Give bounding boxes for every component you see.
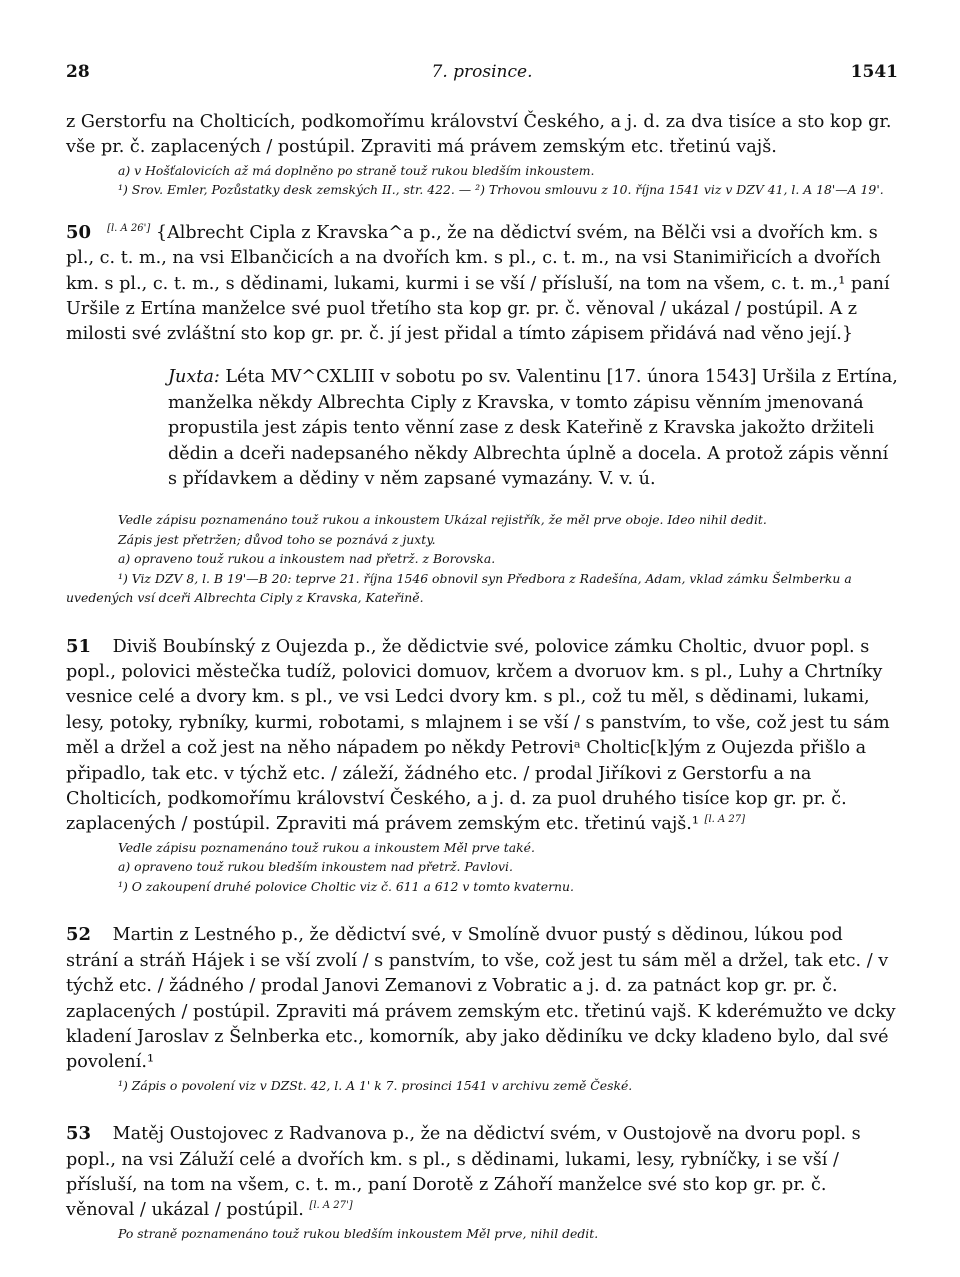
folio-ref: [l. A 26'] — [107, 222, 151, 234]
entry-52 — [66, 922, 898, 1075]
entry-53 — [66, 1121, 898, 1224]
page-number: 28 — [66, 62, 90, 82]
entry-50-note-a: a) opraveno touž rukou a inkoustem nad přetrž. z Borovska. — [118, 551, 496, 567]
juxta-text: Léta MV^CXLIII v sobotu po sv. Valentinu [17. února 1543] Uršila z Ertína, manželka někdy Albrechta Ciply z Kravska, v tomto zápisu věnním jmenovaná propustila jest zápis tento věnní zase z desk Kateřině z Kravska jakožto držiteli dědin a dceři nadepsaného někdy Albrechta úplně a docela. A protož zápis věnní s přídavkem a dědiny v něm zapsané vymazány. V. v. ú. — [168, 367, 898, 490]
running-year: 1541 — [850, 62, 898, 82]
entry-51-note-1: Vedle zápisu poznamenáno touž rukou a inkoustem Měl prve také. — [118, 839, 535, 855]
juxta-label: Juxta: — [168, 367, 220, 388]
folio-ref: [l. A 27'] — [309, 1200, 353, 1212]
entry-number: 53 — [66, 1123, 92, 1145]
entry-53-note-1: Po straně poznamenáno touž rukou bledším inkoustem Měl prve, nihil dedit. — [118, 1225, 599, 1241]
entry-51 — [66, 634, 898, 838]
entry-number: 52 — [66, 924, 92, 946]
entry-52-footnote: ¹) Zápis o povolení viz v DZSt. 42, l. A 1' k 7. prosinci 1541 v archivu země České. — [118, 1077, 633, 1093]
entry-50-note-2: Zápis jest přetržen; důvod toho se poznává z juxty. — [118, 531, 436, 547]
entry-51-note-a: a) opraveno touž rukou bledším inkoustem nad přetrž. Pavlovi. — [118, 859, 513, 875]
entry-50-footnote: ¹) Viz DZV 8, l. B 19'—B 20: teprve 21. října 1546 obnovil syn Předbora z Radešína, Adam, vklad zámku Šelmberku a uvedených vsí dceři Albrechta Ciply z Kravska, Kateřině. — [66, 570, 852, 606]
entry-53-text: Matěj Oustojovec z Radvanova p., že na dědictví svém, v Oustojově na dvoru popl. s popl., na vsi Záluží celé a dvořích km. s pl., s dědinami, lukami, lesy, rybníčky, i se vší / přísluší, na tom na všem, c. t. m., paní Dorotě z Záhoří manželce své sto kop gr. pr. č. věnoval / ukázal / postúpil. — [66, 1124, 861, 1221]
entry-number: 51 — [66, 635, 92, 657]
entry-51-text: Diviš Boubínský z Oujezda p., že dědictvie své, polovice zámku Choltic, dvuor popl. s popl., polovici městečka tudíž, polovici domuov, krčem a dvoruov km. s pl., Luhy a Chrtníky vesnice celé a dvory km. s pl., ve vsi Ledci dvory km. s pl., což tu měl, s dědinami, lukami, lesy, potoky, rybníky, kurmi, robotami, s mlajnem i se vší / s panstvím, to vše, což jest tu sám měl a držel a což jest na něho nápadem po někdy Petroviᵃ Choltic[k]ým z Oujezda přišlo a připadlo, tak etc. v týchž etc. / záleží, žádného etc. / prodal Jiříkovi z Gerstorfu a na Cholticích, podkomořímu království Českého, a j. d. za puol druhého tisíce kop gr. pr. č. zaplacených / postúpil. Zpraviti má právem zemským etc. třetinú vajš.¹ — [66, 636, 890, 835]
folio-ref: [l. A 27] — [704, 814, 746, 826]
entry-52-text: Martin z Lestného p., že dědictví své, v Smolíně dvuor pustý s dědinou, lúkou pod strání a stráň Hájek i se vší zvolí / s panstvím, to vše, což jest tu sám měl a držel, tak etc. / v týchž etc. / žádného / prodal Janovi Zemanovi z Vobratic a j. d. za patnáct kop gr. pr. č. zaplacených / postúpil. Zpraviti má právem zemským etc. třetinú vajš. K kderémužto ve dcky kladení Jaroslav z Šelnberka etc., komorník, aby jako dědiníku ve dcky kladeno bylo, dal své povolení.¹ — [66, 925, 896, 1073]
page-header — [66, 62, 898, 92]
entry-50-note-1: Vedle zápisu poznamenáno touž rukou a inkoustem Ukázal rejistřík, že měl prve oboje. Ideo nihil dedit. — [118, 512, 767, 528]
entry-49-footnote: ¹) Srov. Emler, Pozůstatky desk zemských II., str. 422. — ²) Trhovou smlouvu z 10. října 1541 viz v DZV 41, l. A 18'—A 19'. — [118, 182, 884, 198]
entry-49-text: z Gerstorfu na Cholticích, podkomořímu království Českého, a j. d. za dva tisíce a sto kop gr. vše pr. č. zaplacených / postúpil. Zpraviti má právem zemským etc. třetinú vajš. — [66, 112, 892, 158]
juxta-note — [168, 365, 898, 492]
entry-50 — [66, 220, 898, 348]
entry-51-footnote: ¹) O zakoupení druhé polovice Choltic viz č. 611 a 612 v tomto kvaternu. — [118, 878, 574, 894]
running-title-date: 7. prosince. — [431, 62, 533, 82]
entry-49-note-a: a) v Hošťalovicích až má doplněno po straně touž rukou bledším inkoustem. — [118, 162, 595, 178]
entry-50-text: {Albrecht Cipla z Kravska^a p., že na dědictví svém, na Bělči vsi a dvořích km. s pl., c. t. m., na vsi Elbančicích a na dvořích km. s pl., c. t. m., na vsi Stanimiřicích a dvořích km. s pl., c. t. m., s dědinami, lukami, kurmi i se vší / přísluší, na tom na všem, c. t. m.,¹ paní Uršile z Ertína manželce své puol třetího sta kop gr. pr. č. věnoval / ukázal / postúpil. A z milosti své zvláštní sto kop gr. pr. č. jí jest přidal a tímto zápisem přidává nad věno její.} — [66, 222, 890, 345]
entry-number: 50 — [66, 221, 92, 243]
